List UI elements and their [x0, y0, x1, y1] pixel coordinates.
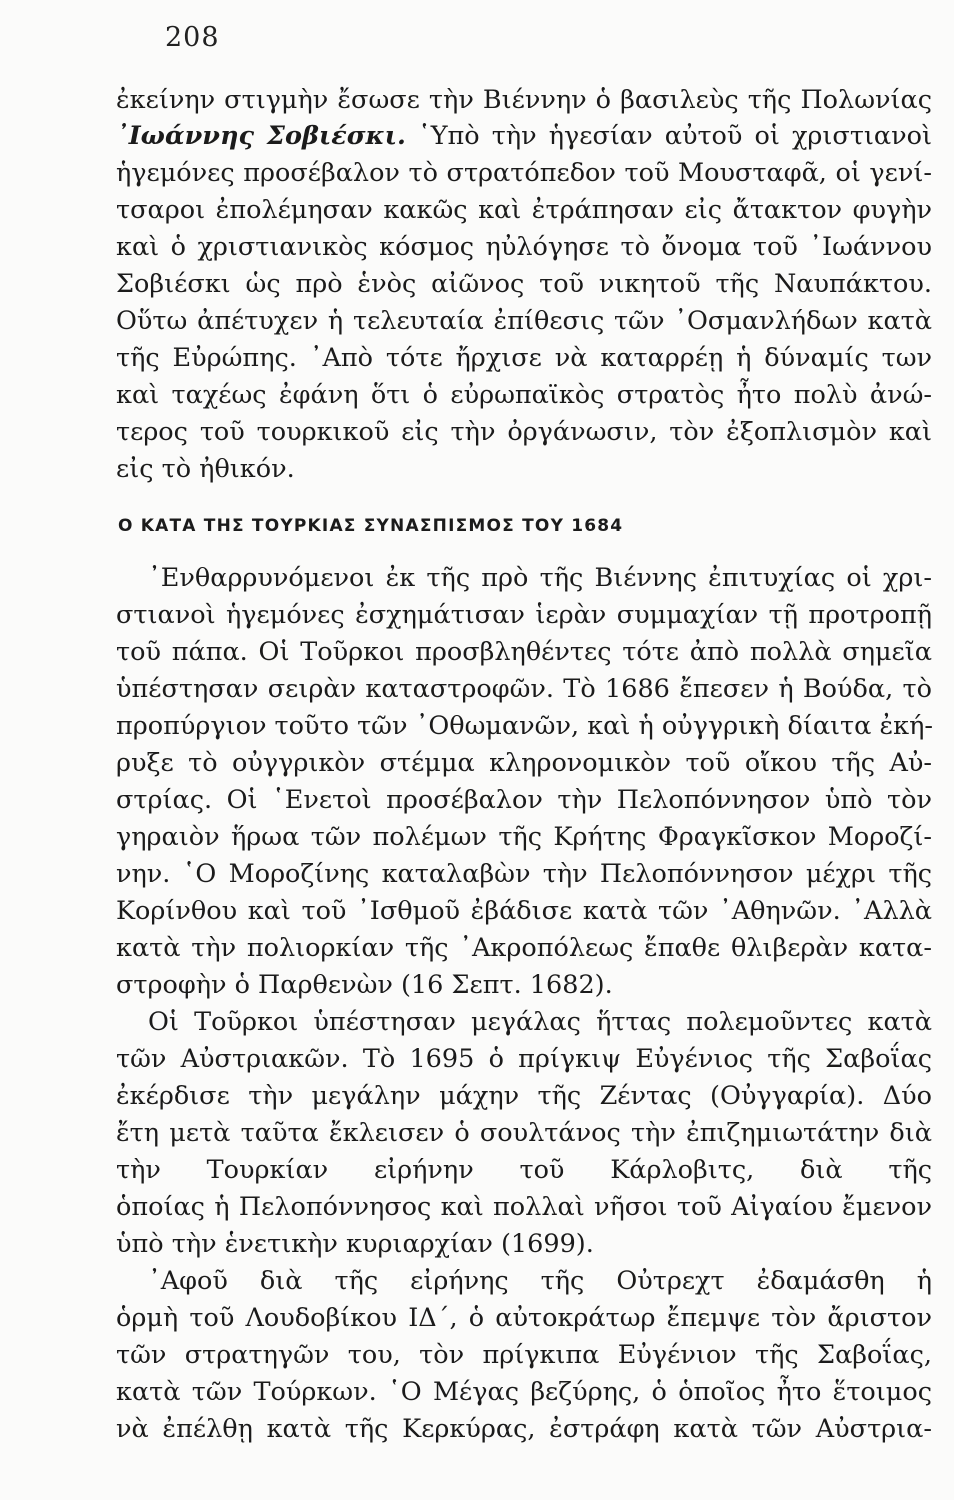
- text-line: εἰς τὸ ἠθικόν.: [116, 454, 295, 484]
- emphasized-name: ᾿Ιωάννης Σοβιέσκι.: [116, 121, 406, 151]
- text-line: ᾿Αφοῦ διὰ τῆς εἰρήνης τῆς Οὐτρεχτ ἐδαμάσθη ἡ: [148, 1266, 932, 1296]
- text-line: ἐκείνην στιγμὴν ἔσωσε τὴν Βιέννην ὁ βασιλεὺς τῆς Πολωνίας: [116, 85, 932, 115]
- text-line: ἔτη μετὰ ταῦτα ἔκλεισεν ὁ σουλτάνος τὴν ἐπιζημιωτάτην διὰ: [116, 1118, 932, 1148]
- text-line: ὑπέστησαν σειρὰν καταστροφῶν. Τὸ 1686 ἔπεσεν ἡ Βούδα, τὸ: [116, 674, 932, 704]
- text-line: τσαροι ἐπολέμησαν κακῶς καὶ ἐτράπησαν εἰς ἄτακτον φυγὴν: [116, 195, 932, 225]
- text-line-rest: ῾Υπὸ τὴν ἡγεσίαν αὐτοῦ οἱ χριστιανοὶ: [417, 121, 932, 151]
- text-line: τῶν Αὐστριακῶν. Τὸ 1695 ὁ πρίγκιψ Εὐγένιος τῆς Σαβοΐας: [116, 1044, 932, 1074]
- text-line: γηραιὸν ἥρωα τῶν πολέμων τῆς Κρήτης Φραγκῖσκον Μοροζί-: [116, 822, 932, 852]
- text-line: τῆς Εὐρώπης. ᾿Απὸ τότε ἤρχισε νὰ καταρρέῃ ἡ δύναμίς των: [116, 343, 932, 373]
- text-line: στροφὴν ὁ Παρθενὼν (16 Σεπτ. 1682).: [116, 970, 613, 1000]
- text-line: Σοβιέσκι ὡς πρὸ ἑνὸς αἰῶνος τοῦ νικητοῦ τῆς Ναυπάκτου.: [116, 269, 932, 299]
- text-line: κατὰ τὴν πολιορκίαν τῆς ᾿Ακροπόλεως ἔπαθε θλιβερὰν κατα-: [116, 933, 932, 963]
- text-line: τῶν στρατηγῶν του, τὸν πρίγκιπα Εὐγένιον τῆς Σαβοΐας,: [116, 1340, 932, 1370]
- text-line: ἡγεμόνες προσέβαλον τὸ στρατόπεδον τοῦ Μουσταφᾶ, οἱ γενί-: [116, 158, 932, 188]
- text-line: Κορίνθου καὶ τοῦ ᾿Ισθμοῦ ἐβάδισε κατὰ τῶν ᾿Αθηνῶν. ᾿Αλλὰ: [116, 896, 932, 926]
- text-line: ὑπὸ τὴν ἑνετικὴν κυριαρχίαν (1699).: [116, 1229, 594, 1259]
- text-line: στρίας. Οἱ ῾Ενετοὶ προσέβαλον τὴν Πελοπόννησον ὑπὸ τὸν: [116, 785, 932, 815]
- text-line: προπύργιον τοῦτο τῶν ᾿Οθωμανῶν, καὶ ἡ οὐγγρικὴ δίαιτα ἐκή-: [116, 711, 933, 741]
- text-line: νὰ ἐπέλθῃ κατὰ τῆς Κερκύρας, ἐστράφη κατὰ τῶν Αὐστρια-: [116, 1414, 932, 1444]
- text-line: Οἱ Τοῦρκοι ὑπέστησαν μεγάλας ἥττας πολεμοῦντες κατὰ: [148, 1007, 932, 1037]
- text-line: καὶ ταχέως ἐφάνη ὅτι ὁ εὐρωπαϊκὸς στρατὸς ἦτο πολὺ ἀνώ-: [116, 380, 932, 410]
- text-line: ὁποίας ἡ Πελοπόννησος καὶ πολλαὶ νῆσοι τοῦ Αἰγαίου ἔμενον: [116, 1192, 932, 1222]
- text-line: τὴν Τουρκίαν εἰρήνην τοῦ Κάρλοβιτς, διὰ τῆς: [116, 1155, 932, 1185]
- text-line: καὶ ὁ χριστιανικὸς κόσμος ηὐλόγησε τὸ ὄνομα τοῦ ᾿Ιωάννου: [116, 232, 932, 262]
- text-line: [116, 118, 932, 154]
- text-line: ρυξε τὸ οὐγγρικὸν στέμμα κληρονομικὸν τοῦ οἴκου τῆς Αὐ-: [116, 748, 932, 778]
- text-line: ᾿Ενθαρρυνόμενοι ἐκ τῆς πρὸ τῆς Βιέννης ἐπιτυχίας οἱ χρι-: [148, 563, 932, 593]
- text-line: στιανοὶ ἡγεμόνες ἐσχημάτισαν ἱερὰν συμμαχίαν τῇ προτροπῇ: [116, 600, 932, 630]
- page-number: 208: [165, 22, 220, 53]
- section-heading: Ο ΚΑΤΑ ΤΗΣ ΤΟΥΡΚΙΑΣ ΣΥΝΑΣΠΙΣΜΟΣ ΤΟΥ 1684: [118, 516, 624, 536]
- text-line: Οὕτω ἀπέτυχεν ἡ τελευταία ἐπίθεσις τῶν ᾿Οσμανλήδων κατὰ: [116, 306, 932, 336]
- text-line: τοῦ πάπα. Οἱ Τοῦρκοι προσβληθέντες τότε ἀπὸ πολλὰ σημεῖα: [116, 637, 932, 667]
- text-line: νην. ῾Ο Μοροζίνης καταλαβὼν τὴν Πελοπόννησον μέχρι τῆς: [116, 859, 932, 889]
- text-line: κατὰ τῶν Τούρκων. ῾Ο Μέγας βεζύρης, ὁ ὁποῖος ἦτο ἕτοιμος: [116, 1377, 932, 1407]
- text-line: τερος τοῦ τουρκικοῦ εἰς τὴν ὀργάνωσιν, τὸν ἐξοπλισμὸν καὶ: [116, 417, 932, 447]
- text-line: ἐκέρδισε τὴν μεγάλην μάχην τῆς Ζέντας (Οὐγγαρία). Δύο: [116, 1081, 932, 1111]
- text-line: ὁρμὴ τοῦ Λουδοβίκου ΙΔ΄, ὁ αὐτοκράτωρ ἔπεμψε τὸν ἄριστον: [116, 1303, 932, 1333]
